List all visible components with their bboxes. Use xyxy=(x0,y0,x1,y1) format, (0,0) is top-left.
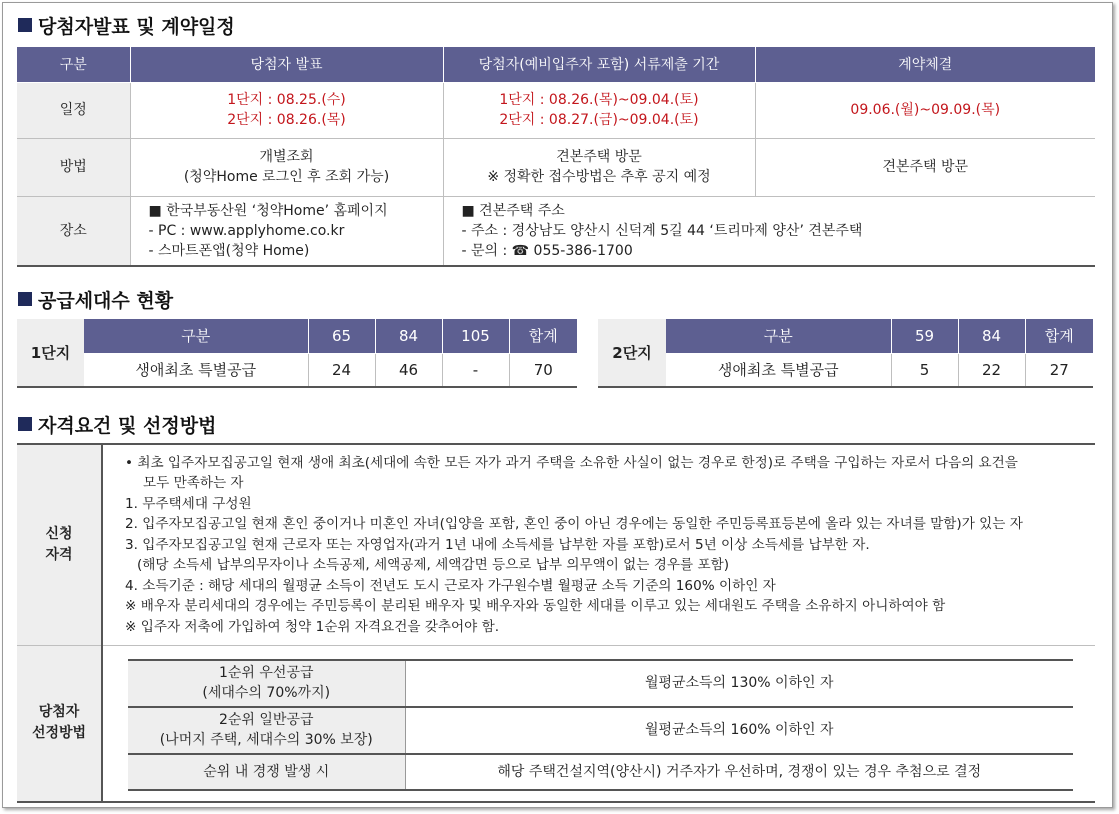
schedule-header-row xyxy=(17,47,1095,82)
supply2-count-84: 22 xyxy=(958,354,1025,387)
supply-table-complex2 xyxy=(598,318,1093,388)
supply2-count-59: 5 xyxy=(891,354,958,387)
qualification-row xyxy=(17,444,1095,645)
supply2-header-category: 구분 xyxy=(666,319,891,354)
selection-row xyxy=(17,645,1095,802)
selection-rank2-note: (나머지 주택, 세대수의 30% 보장) xyxy=(159,732,373,748)
submit-method xyxy=(443,138,755,196)
place-model-line2: - 주소 : 경상남도 양산시 신덕계 5길 44 ‘트리마제 양산’ 견본주택 xyxy=(461,222,863,239)
announce-method xyxy=(130,138,443,196)
supply1-count-total: 70 xyxy=(509,354,577,387)
selection-content xyxy=(102,645,1095,802)
selection-rank2-value: 월평균소득의 160% 이하인 자 xyxy=(405,707,1073,754)
place-model-line1: ■ 견본주택 주소 xyxy=(461,202,565,219)
schedule-row-method xyxy=(17,138,1095,196)
submit-date xyxy=(443,82,755,138)
row-label-method: 방법 xyxy=(17,138,130,196)
schedule-row-date xyxy=(17,82,1095,138)
supply2-header-row xyxy=(598,319,1093,354)
submit-date-line2: 2단지 : 08.27.(금)~09.04.(토) xyxy=(499,112,699,128)
selection-rank1-name xyxy=(128,660,405,707)
selection-rank1-title: 1순위 우선공급 xyxy=(218,665,314,681)
qualification-line-5: 3. 입주자모집공고일 현재 근로자 또는 자영업자(과거 1년 내에 소득세를 납부한 자를 포함)로서 5년 이상 소득세를 납부한 자. xyxy=(125,536,870,553)
qualification-line-7: 4. 소득기준 : 해당 세대의 월평균 소득이 전년도 도시 근로자 가구원수별 월평균 소득 기준의 160% 이하인 자 xyxy=(125,577,776,594)
selection-row-2 xyxy=(128,707,1073,754)
schedule-table xyxy=(17,47,1095,267)
qualification-line-4: 2. 입주자모집공고일 현재 혼인 중이거나 미혼인 자녀(입양을 포함, 혼인 중이 아닌 경우에는 동일한 주민등록표등본에 올라 있는 자녀를 말함)가 있는 자 xyxy=(125,516,1023,532)
supply1-header-65: 65 xyxy=(308,319,375,354)
place-online-line1: ■ 한국부동산원 ‘청약Home’ 홈페이지 xyxy=(148,202,388,219)
section-title-qualification: 자격요건 및 선정방법 xyxy=(18,411,216,438)
supply-table-complex1 xyxy=(17,318,577,388)
complex1-label: 1단지 xyxy=(17,319,84,387)
contract-date: 09.06.(월)~09.09.(목) xyxy=(755,82,1095,138)
announce-date xyxy=(130,82,443,138)
announce-date-line1: 1단지 : 08.25.(수) xyxy=(227,92,346,108)
supply1-count-84: 46 xyxy=(375,354,442,387)
qualification-label-line1: 신청 xyxy=(45,525,73,542)
supply1-header-total: 합계 xyxy=(509,319,577,354)
supply2-header-84: 84 xyxy=(958,319,1025,354)
supply1-data-row xyxy=(17,354,577,387)
contract-method: 견본주택 방문 xyxy=(755,138,1095,196)
qualification-table xyxy=(17,443,1095,803)
selection-rank2-title: 2순위 일반공급 xyxy=(218,712,314,728)
selection-table xyxy=(128,659,1073,791)
header-contract: 계약체결 xyxy=(755,47,1095,82)
announce-method-line1: 개별조회 xyxy=(259,149,314,165)
submit-method-line1: 견본주택 방문 xyxy=(556,149,642,165)
selection-rank2-name xyxy=(128,707,405,754)
selection-row-3 xyxy=(128,754,1073,790)
square-bullet-icon xyxy=(18,18,32,32)
selection-rank1-note: (세대수의 70%까지) xyxy=(202,685,331,701)
place-model-line3: - 문의 : ☎ 055-386-1700 xyxy=(461,242,633,259)
supply2-count-total: 27 xyxy=(1025,354,1093,387)
place-online-line3: - 스마트폰앱(청약 Home) xyxy=(148,242,310,259)
supply1-header-84: 84 xyxy=(375,319,442,354)
qualification-content xyxy=(102,444,1095,645)
announce-date-line2: 2단지 : 08.26.(목) xyxy=(227,112,346,128)
supply2-header-59: 59 xyxy=(891,319,958,354)
square-bullet-icon xyxy=(18,417,32,431)
schedule-row-place xyxy=(17,196,1095,266)
header-announce: 당첨자 발표 xyxy=(130,47,443,82)
selection-label-line2: 선정방법 xyxy=(31,725,87,741)
supply1-count-65: 24 xyxy=(308,354,375,387)
qualification-label-line2: 자격 xyxy=(45,546,73,563)
supply1-header-row xyxy=(17,319,577,354)
selection-rank1-value: 월평균소득의 130% 이하인 자 xyxy=(405,660,1073,707)
submit-date-line1: 1단지 : 08.26.(목)~09.04.(토) xyxy=(499,92,699,108)
selection-label xyxy=(17,645,102,802)
section-title-supply: 공급세대수 현황 xyxy=(18,286,173,313)
qualification-line-9: ※ 입주자 저축에 가입하여 청약 1순위 자격요건을 갖추어야 함. xyxy=(125,618,500,635)
qualification-line-8: ※ 배우자 분리세대의 경우에는 주민등록이 분리된 배우자 및 배우자와 동일한 세대를 이루고 있는 세대원도 주택을 소유하지 아니하여야 함 xyxy=(125,598,946,614)
header-category: 구분 xyxy=(17,47,130,82)
submit-method-line2: ※ 정확한 접수방법은 추후 공지 예정 xyxy=(487,169,711,185)
supply2-data-row xyxy=(598,354,1093,387)
qualification-line-2: 모두 만족하는 자 xyxy=(143,475,244,491)
supply1-header-105: 105 xyxy=(442,319,509,354)
qualification-label xyxy=(17,444,102,645)
place-model-house xyxy=(443,196,1095,266)
supply1-type: 생애최초 특별공급 xyxy=(84,354,308,387)
place-online xyxy=(130,196,443,266)
selection-competition-value: 해당 주택건설지역(양산시) 거주자가 우선하며, 경쟁이 있는 경우 추첨으로 결정 xyxy=(405,754,1073,790)
qualification-line-3: 1. 무주택세대 구성원 xyxy=(125,495,252,512)
supply2-header-total: 합계 xyxy=(1025,319,1093,354)
supply1-count-105: - xyxy=(442,354,509,387)
row-label-date: 일정 xyxy=(17,82,130,138)
supply2-type: 생애최초 특별공급 xyxy=(666,354,891,387)
announce-method-line2: (청약Home 로그인 후 조회 가능) xyxy=(183,169,390,185)
selection-row-1 xyxy=(128,660,1073,707)
square-bullet-icon xyxy=(18,292,32,306)
selection-competition-name: 순위 내 경쟁 발생 시 xyxy=(128,754,405,790)
supply1-header-category: 구분 xyxy=(84,319,308,354)
qualification-line-6: (해당 소득세 납부의무자이나 소득공제, 세액공제, 세액감면 등으로 납부 의무액이 없는 경우를 포함) xyxy=(137,557,730,573)
selection-label-line1: 당첨자 xyxy=(38,704,80,720)
section-title-schedule: 당첨자발표 및 계약일정 xyxy=(18,12,235,39)
header-submit: 당첨자(예비입주자 포함) 서류제출 기간 xyxy=(443,47,755,82)
place-online-line2: - PC : www.applyhome.co.kr xyxy=(148,222,345,239)
complex2-label: 2단지 xyxy=(598,319,666,387)
row-label-place: 장소 xyxy=(17,196,130,266)
qualification-line-1: • 최초 입주자모집공고일 현재 생애 최초(세대에 속한 모든 자가 과거 주택을 소유한 사실이 없는 경우로 한정)로 주택을 구입하는 자로서 다음의 요건을 xyxy=(125,454,1018,471)
